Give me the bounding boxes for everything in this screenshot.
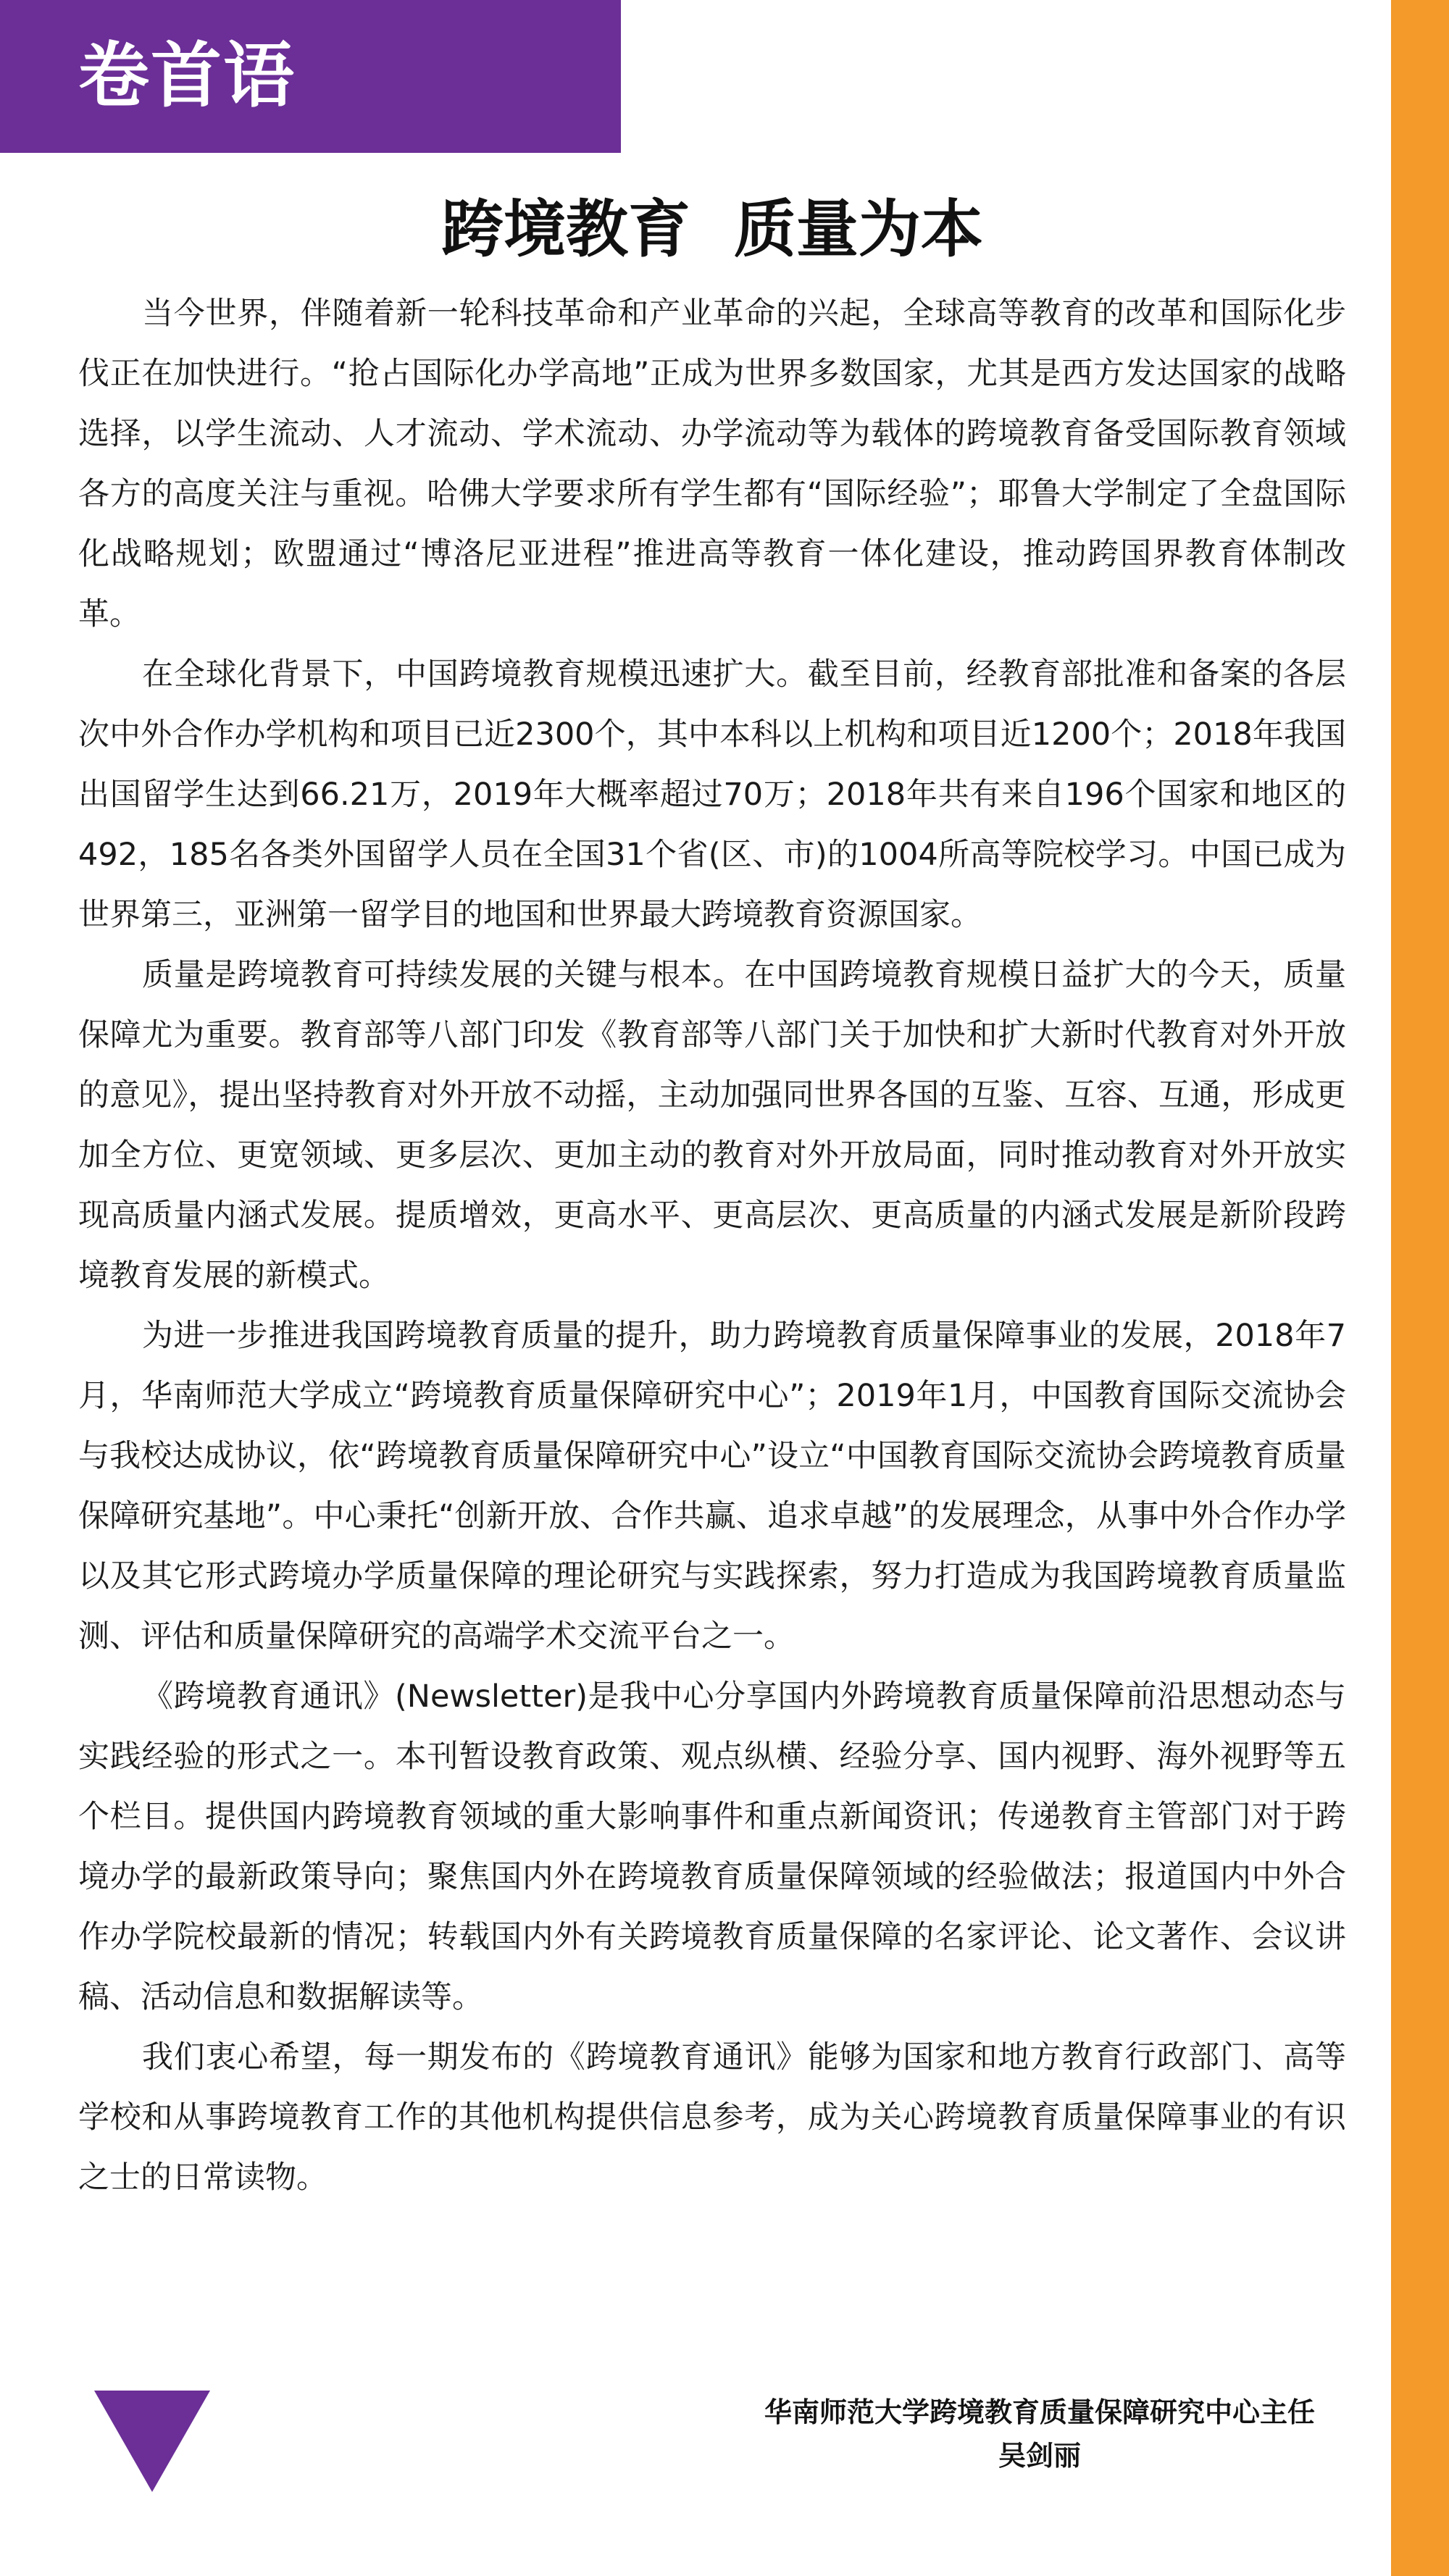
paragraph-5: 《跨境教育通讯》(Newsletter)是我中心分享国内外跨境教育质量保障前沿思想动态与实践经验的形式之一。本刊暂设教育政策、观点纵横、经验分享、国内视野、海外视野等五个栏目。提供国内跨境教育领域的重大影响事件和重点新闻资讯；传递教育主管部门对于跨境办学的最新政策导向；聚焦国内外在跨境教育质量保障领域的经验做法；报道国内中外合作办学院校最新的情况；转载国内外有关跨境教育质量保障的名家评论、论文著作、会议讲稿、活动信息和数据解读等。 — [78, 1678, 1346, 2015]
paragraph-3: 质量是跨境教育可持续发展的关键与根本。在中国跨境教育规模日益扩大的今天，质量保障尤为重要。教育部等八部门印发《教育部等八部门关于加快和扩大新时代教育对外开放的意见》，提出坚持教育对外开放不动摇，主动加强同世界各国的互鉴、互容、互通，形成更加全方位、更宽领域、更多层次、更加主动的教育对外开放局面，同时推动教育对外开放实现高质量内涵式发展。提质增效，更高水平、更高层次、更高质量的内涵式发展是新阶段跨境教育发展的新模式。 — [78, 957, 1346, 1294]
signature-block — [724, 2391, 1355, 2477]
article-title: 跨境教育 质量为本 — [441, 193, 983, 266]
paragraph-4: 为进一步推进我国跨境教育质量的提升，助力跨境教育质量保障事业的发展，2018年7月，华南师范大学成立“跨境教育质量保障研究中心”；2019年1月，中国教育国际交流协会与我校达成协议，依“跨境教育质量保障研究中心”设立“中国教育国际交流协会跨境教育质量保障研究基地”。中心秉托“创新开放、合作共赢、追求卓越”的发展理念，从事中外合作办学以及其它形式跨境办学质量保障的理论研究与实践探索，努力打造成为我国跨境教育质量监测、评估和质量保障研究的高端学术交流平台之一。 — [78, 1318, 1346, 1655]
signature-name: 吴剑丽 — [998, 2440, 1081, 2472]
paragraph-1: 当今世界，伴随着新一轮科技革命和产业革命的兴起，全球高等教育的改革和国际化步伐正在加快进行。“抢占国际化办学高地”正成为世界多数国家，尤其是西方发达国家的战略选择，以学生流动、人才流动、学术流动、办学流动等为载体的跨境教育备受国际教育领域各方的高度关注与重视。哈佛大学要求所有学生都有“国际经验”；耶鲁大学制定了全盘国际化战略规划；欧盟通过“博洛尼亚进程”推进高等教育一体化建设，推动跨国界教育体制改革。 — [78, 296, 1346, 632]
section-label: 卷首语 — [78, 34, 296, 117]
signature-affiliation: 华南师范大学跨境教育质量保障研究中心主任 — [764, 2396, 1315, 2428]
orange-side-bar — [1391, 0, 1449, 2576]
section-header-tab — [0, 0, 621, 153]
article-body — [78, 284, 1346, 2208]
paragraph-6: 我们衷心希望，每一期发布的《跨境教育通讯》能够为国家和地方教育行政部门、高等学校和从事跨境教育工作的其他机构提供信息参考，成为关心跨境教育质量保障事业的有识之士的日常读物。 — [78, 2039, 1346, 2196]
purple-triangle-decoration — [94, 2391, 210, 2492]
paragraph-2: 在全球化背景下，中国跨境教育规模迅速扩大。截至目前，经教育部批准和备案的各层次中外合作办学机构和项目已近2300个，其中本科以上机构和项目近1200个；2018年我国出国留学生达到66.21万，2019年大概率超过70万；2018年共有来自196个国家和地区的492，185名各类外国留学人员在全国31个省(区、市)的1004所高等院校学习。中国已成为世界第三，亚洲第一留学目的地国和世界最大跨境教育资源国家。 — [78, 656, 1346, 933]
